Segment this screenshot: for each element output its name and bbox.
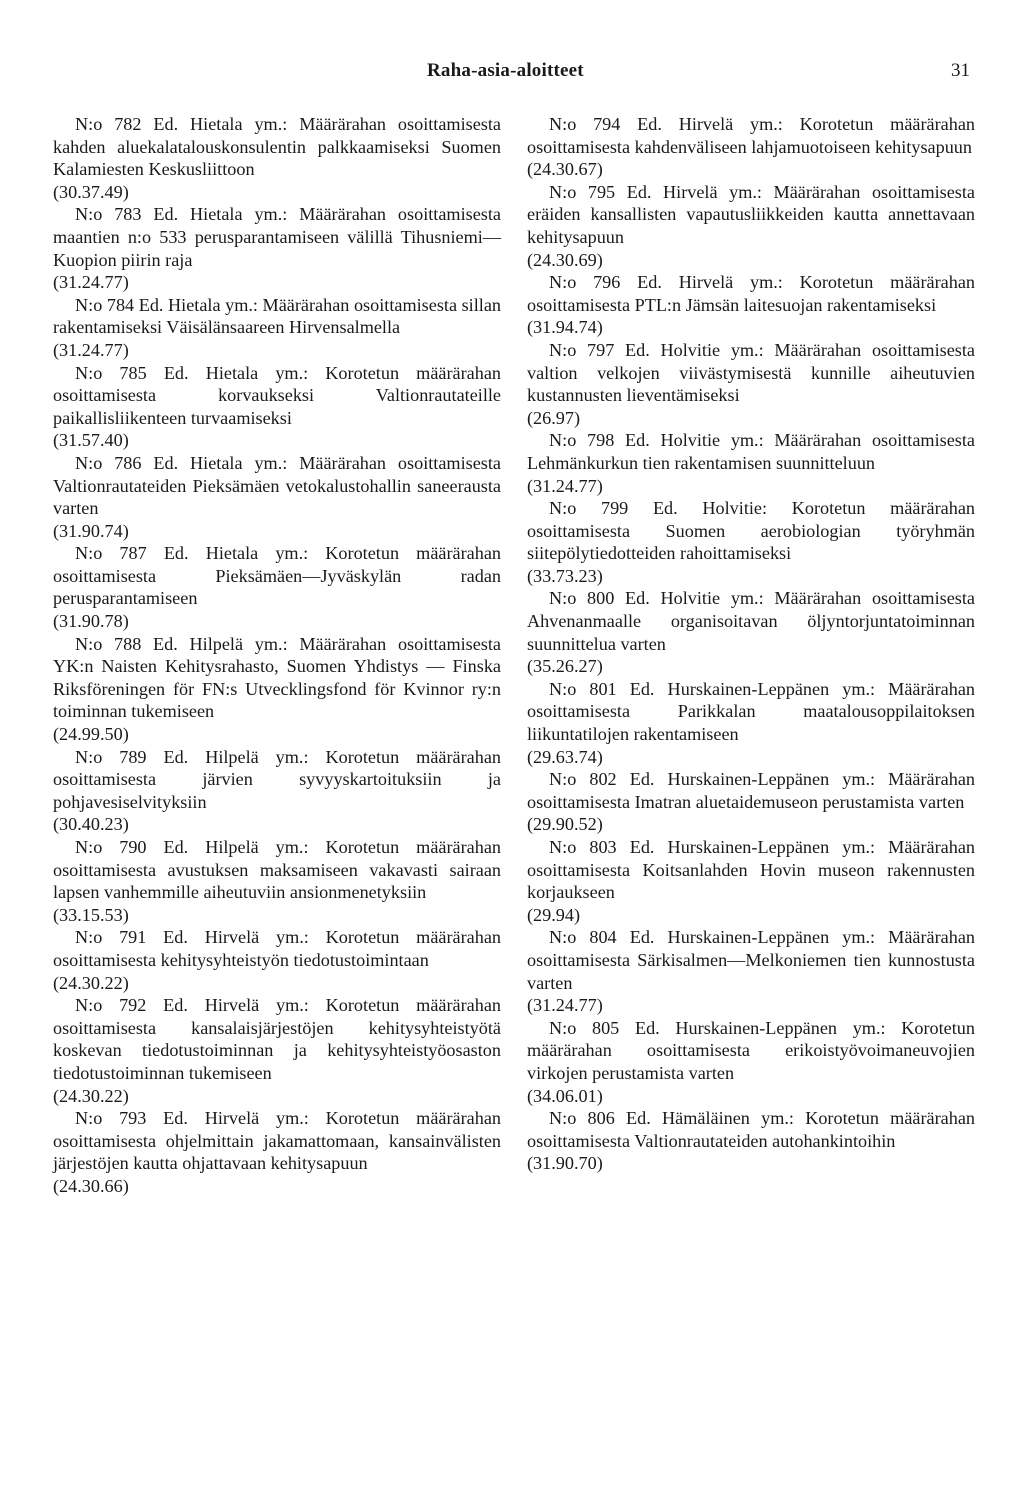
- budget-code: (24.30.22): [53, 1085, 129, 1106]
- left-column: [53, 113, 501, 1198]
- budget-code: (29.90.52): [527, 814, 603, 835]
- budget-code: (31.90.74): [53, 520, 129, 541]
- budget-code: (33.73.23): [527, 565, 603, 586]
- motion-entry-782: [53, 113, 501, 203]
- budget-code: (26.97): [527, 407, 581, 428]
- motion-text: N:o 784 Ed. Hietala ym.: Määrärahan osoittamisesta sillan rakentamiseksi Väisälänsaareen Hirvensalmella: [53, 294, 501, 338]
- budget-code: (24.30.66): [53, 1175, 129, 1196]
- motion-text: N:o 794 Ed. Hirvelä ym.: Korotetun määrärahan osoittamisesta kahdenväliseen lahjamuotoiseen kehitysapuun: [527, 114, 975, 157]
- motion-entry-805: [527, 1017, 975, 1107]
- budget-code: (33.15.53): [53, 904, 129, 925]
- motion-entry-783: [53, 203, 501, 293]
- motion-entry-785: [53, 362, 501, 452]
- motion-entry-787: [53, 542, 501, 632]
- motion-entry-801: [527, 678, 975, 768]
- motion-text: N:o 788 Ed. Hilpelä ym.: Määrärahan osoittamisesta YK:n Naisten Kehitysrahasto, Suomen Yhdistys — Finska Riksföreningen för FN:s Utvecklingsfond för Kvinnor ry:n toiminnan tukemiseen: [53, 633, 501, 722]
- motion-text: N:o 786 Ed. Hietala ym.: Määrärahan osoittamisesta Valtionrautateiden Pieksämäen vetokalustohallin saneerausta varten: [53, 452, 501, 519]
- motion-text: N:o 791 Ed. Hirvelä ym.: Korotetun määrärahan osoittamisesta kehitysyhteistyön tiedotustoimintaan: [53, 927, 501, 970]
- budget-code: (31.57.40): [53, 430, 129, 451]
- motion-text: N:o 792 Ed. Hirvelä ym.: Korotetun määrärahan osoittamisesta kansalaisjärjestöjen kehitysyhteistyötä koskevan tiedotustoiminnan ja kehitysyhteistyöosaston tiedotustoiminnan tukemiseen: [53, 995, 501, 1083]
- budget-code: (30.40.23): [53, 814, 129, 835]
- motion-entry-806: [527, 1107, 975, 1175]
- motion-entry-784: [53, 294, 501, 362]
- budget-code: (35.26.27): [527, 656, 603, 677]
- budget-code: (29.63.74): [527, 746, 603, 767]
- budget-code: (31.90.78): [53, 611, 129, 632]
- motion-entry-791: [53, 926, 501, 994]
- motion-text: N:o 800 Ed. Holvitie ym.: Määrärahan osoittamisesta Ahvenanmaalle organisoitavan öljyntorjuntatoiminnan suunnittelua varten: [527, 588, 975, 654]
- budget-code: (34.06.01): [527, 1085, 603, 1106]
- motion-text: N:o 785 Ed. Hietala ym.: Korotetun määrärahan osoittamisesta korvaukseksi Valtionrautateille paikallisliikenteen turvaamiseksi: [53, 362, 501, 428]
- motion-text: N:o 801 Ed. Hurskainen-Leppänen ym.: Määrärahan osoittamisesta Parikkalan maatalousoppilaitoksen liikuntatilojen rakentamiseen: [527, 678, 975, 745]
- motion-entry-803: [527, 836, 975, 926]
- motion-text: N:o 806 Ed. Hämäläinen ym.: Korotetun määrärahan osoittamisesta Valtionrautateiden autohankintoihin: [527, 1108, 975, 1151]
- motion-text: N:o 787 Ed. Hietala ym.: Korotetun määrärahan osoittamisesta Pieksämäen—Jyväskylän radan perusparantamiseen: [53, 543, 501, 609]
- motion-entry-789: [53, 746, 501, 836]
- motion-text: N:o 805 Ed. Hurskainen-Leppänen ym.: Korotetun määrärahan osoittamisesta erikoistyövoimaneuvojien virkojen perustamista varten: [527, 1017, 975, 1083]
- motion-text: N:o 795 Ed. Hirvelä ym.: Määrärahan osoittamisesta eräiden kansallisten vapautusliikkeiden kautta annettavaan kehitysapuun: [527, 181, 975, 247]
- budget-code: (31.24.77): [527, 475, 603, 496]
- motion-entry-792: [53, 994, 501, 1107]
- budget-code: (31.90.70): [527, 1153, 603, 1174]
- motion-text: N:o 782 Ed. Hietala ym.: Määrärahan osoittamisesta kahden aluekalatalouskonsulentin palkkaamiseksi Suomen Kalamiesten Keskusliittoon: [53, 114, 501, 180]
- motion-entry-790: [53, 836, 501, 926]
- motion-text: N:o 789 Ed. Hilpelä ym.: Korotetun määrärahan osoittamisesta järvien syvyyskartoituksiin ja pohjavesiselvityksiin: [53, 746, 501, 812]
- motion-entry-804: [527, 926, 975, 1016]
- budget-code: (31.24.77): [53, 272, 129, 293]
- budget-code: (30.37.49): [53, 181, 129, 202]
- motion-text: N:o 783 Ed. Hietala ym.: Määrärahan osoittamisesta maantien n:o 533 perusparantamiseen välillä Tihusniemi—Kuopion piirin raja: [53, 204, 501, 270]
- motion-entry-793: [53, 1107, 501, 1197]
- motion-text: N:o 793 Ed. Hirvelä ym.: Korotetun määrärahan osoittamisesta ohjelmittain jakamattomaan, kansainvälisten järjestöjen kautta ohjattavaan kehitysapuun: [53, 1108, 501, 1174]
- motion-text: N:o 802 Ed. Hurskainen-Leppänen ym.: Määrärahan osoittamisesta Imatran aluetaidemuseon perustamista varten: [527, 769, 975, 812]
- motion-text: N:o 797 Ed. Holvitie ym.: Määrärahan osoittamisesta valtion velkojen viivästymisestä kunnille aiheutuvien kustannusten lieventämiseksi: [527, 339, 975, 406]
- motion-text: N:o 796 Ed. Hirvelä ym.: Korotetun määrärahan osoittamisesta PTL:n Jämsän laitesuojan rakentamiseksi: [527, 272, 975, 315]
- budget-code: (24.30.67): [527, 159, 603, 180]
- motion-entry-797: [527, 339, 975, 429]
- motion-text: N:o 804 Ed. Hurskainen-Leppänen ym.: Määrärahan osoittamisesta Särkisalmen—Melkoniemen tien kunnostusta varten: [527, 927, 975, 993]
- motion-entry-798: [527, 429, 975, 497]
- motion-entry-796: [527, 271, 975, 339]
- budget-code: (24.30.69): [527, 249, 603, 270]
- motion-entry-800: [527, 587, 975, 677]
- motion-entry-788: [53, 633, 501, 746]
- motion-entry-802: [527, 768, 975, 836]
- motion-text: N:o 799 Ed. Holvitie: Korotetun määrärahan osoittamisesta Suomen aerobiologian työryhmän siitepölytiedotteiden rahoittamiseksi: [527, 498, 975, 564]
- motion-entry-795: [527, 181, 975, 271]
- budget-code: (24.30.22): [53, 972, 129, 993]
- page-number: 31: [951, 60, 970, 81]
- motion-text: N:o 790 Ed. Hilpelä ym.: Korotetun määrärahan osoittamisesta avustuksen maksamiseen vakavasti sairaan lapsen vanhemmille aiheutuviin ansionmenetyksiin: [53, 837, 501, 903]
- motion-entry-794: [527, 113, 975, 181]
- running-title: Raha-asia-aloitteet: [427, 60, 584, 81]
- budget-code: (24.99.50): [53, 724, 129, 745]
- budget-code: (31.24.77): [527, 995, 603, 1016]
- motion-entry-786: [53, 452, 501, 542]
- motion-entry-799: [527, 497, 975, 587]
- motion-text: N:o 798 Ed. Holvitie ym.: Määrärahan osoittamisesta Lehmänkurkun tien rakentamisen suunnitteluun: [527, 430, 975, 473]
- budget-code: (29.94): [527, 904, 581, 925]
- budget-code: (31.24.77): [53, 339, 129, 360]
- budget-code: (31.94.74): [527, 317, 603, 338]
- motion-text: N:o 803 Ed. Hurskainen-Leppänen ym.: Määrärahan osoittamisesta Koitsanlahden Hovin museon rakennusten korjaukseen: [527, 837, 975, 903]
- right-column: [527, 113, 975, 1175]
